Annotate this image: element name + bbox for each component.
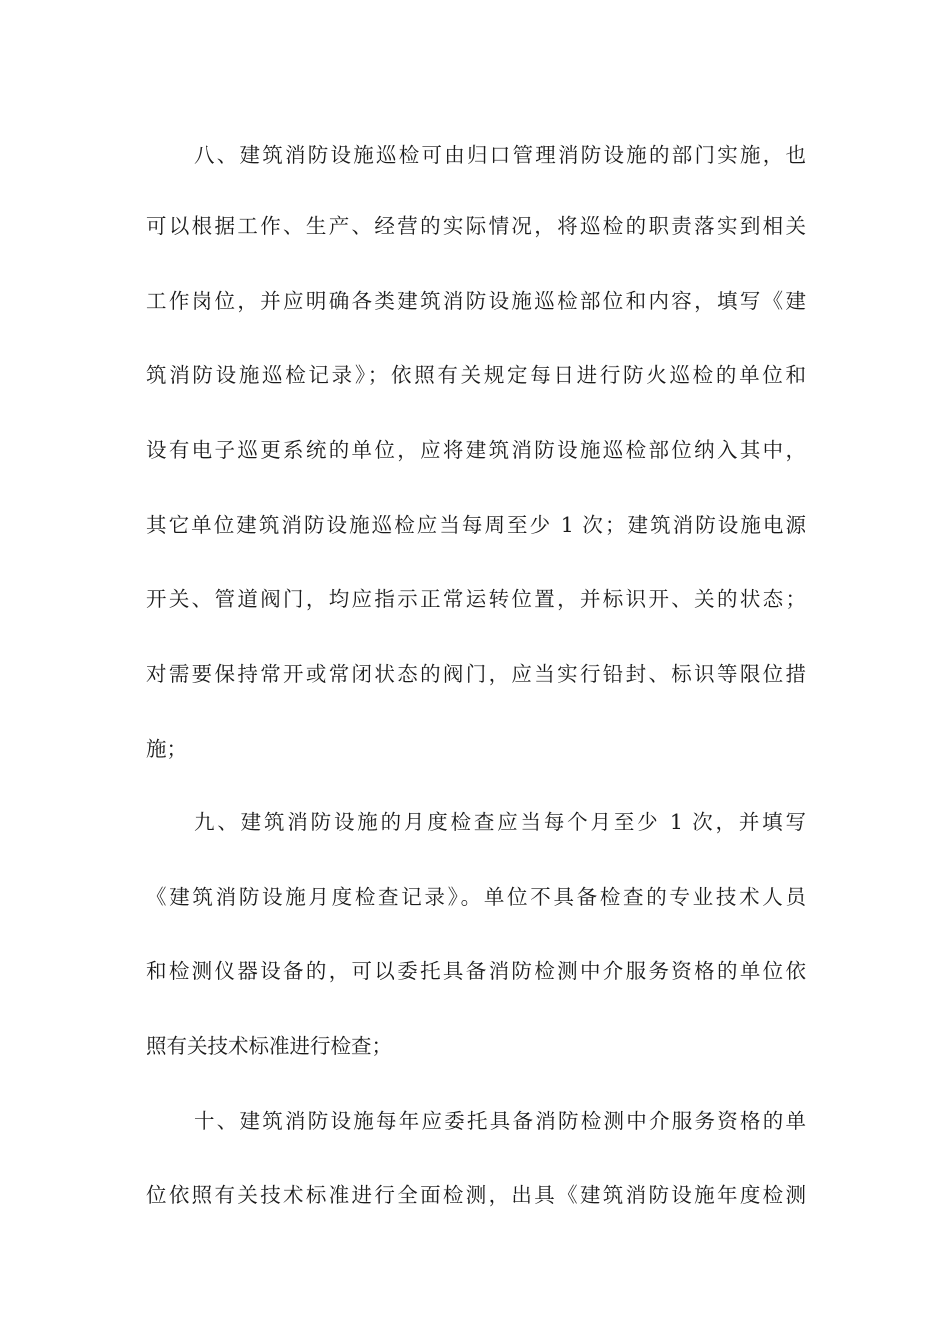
text-line: 其它单位建筑消防设施巡检应当每周至少 1 次；建筑消防设施电源 <box>146 513 806 537</box>
text-line: 工作岗位，并应明确各类建筑消防设施巡检部位和内容，填写《建 <box>146 289 806 313</box>
text-line: 可以根据工作、生产、经营的实际情况，将巡检的职责落实到相关 <box>146 214 806 238</box>
text-line: 八、建筑消防设施巡检可由归口管理消防设施的部门实施，也 <box>194 143 806 167</box>
text-line: 位依照有关技术标准进行全面检测，出具《建筑消防设施年度检测 <box>146 1183 806 1207</box>
text-line: 九、建筑消防设施的月度检查应当每个月至少 1 次，并填写 <box>194 810 806 834</box>
text-line: 对需要保持常开或常闭状态的阀门，应当实行铅封、标识等限位措 <box>146 662 806 686</box>
text-line: 照有关技术标准进行检查； <box>146 1034 392 1058</box>
text-line: 十、建筑消防设施每年应委托具备消防检测中介服务资格的单 <box>194 1109 806 1133</box>
text-line: 开关、管道阀门，均应指示正常运转位置，并标识开、关的状态； <box>146 587 806 611</box>
text-line: 施； <box>146 737 187 761</box>
text-line: 设有电子巡更系统的单位，应将建筑消防设施巡检部位纳入其中， <box>146 438 806 462</box>
text-line: 筑消防设施巡检记录》；依照有关规定每日进行防火巡检的单位和 <box>146 363 806 387</box>
text-line: 和检测仪器设备的，可以委托具备消防检测中介服务资格的单位依 <box>146 959 806 983</box>
text-line: 《建筑消防设施月度检查记录》。单位不具备检查的专业技术人员 <box>146 885 806 909</box>
